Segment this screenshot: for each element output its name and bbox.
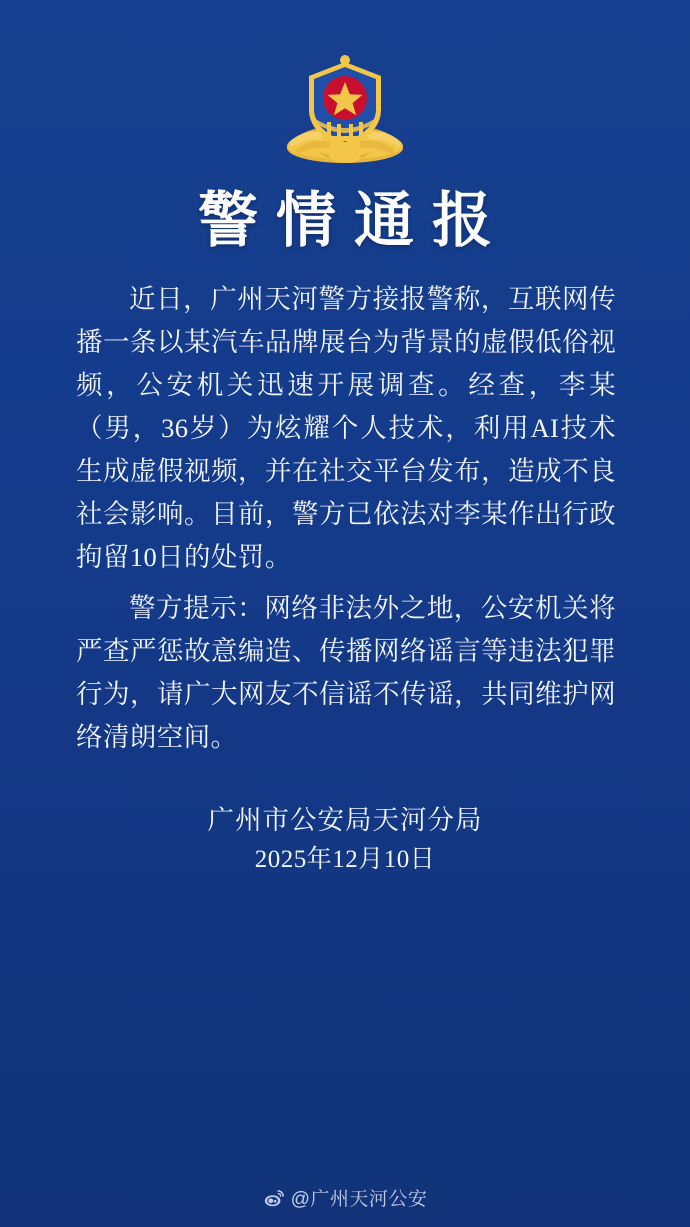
notice-paragraph-1: 近日，广州天河警方接报警称，互联网传播一条以某汽车品牌展台为背景的虚假低俗视频，公安机关迅速开展调查。经查，李某（男，36岁）为炫耀个人技术，利用AI技术生成虚假视频，并在社交平台发布，造成不良社会影响。目前，警方已依法对李某作出行政拘留10日的处罚。 <box>76 284 616 572</box>
emblem-container <box>0 52 690 174</box>
footer-watermark <box>0 1184 690 1211</box>
issue-date: 2025年12月10日 <box>254 846 436 873</box>
china-police-emblem-icon <box>279 52 411 174</box>
signature-block <box>0 800 690 880</box>
notice-body <box>76 278 616 765</box>
issuing-organization: 广州市公安局天河分局 <box>207 805 483 835</box>
page-title: 警情通报 <box>198 188 510 254</box>
weibo-icon <box>263 1187 285 1209</box>
weibo-account-label: @广州天河公安 <box>290 1189 428 1210</box>
notice-paragraph-2: 警方提示：网络非法外之地，公安机关将严查严惩故意编造、传播网络谣言等违法犯罪行为，请广大网友不信谣不传谣，共同维护网络清朗空间。 <box>76 593 616 752</box>
